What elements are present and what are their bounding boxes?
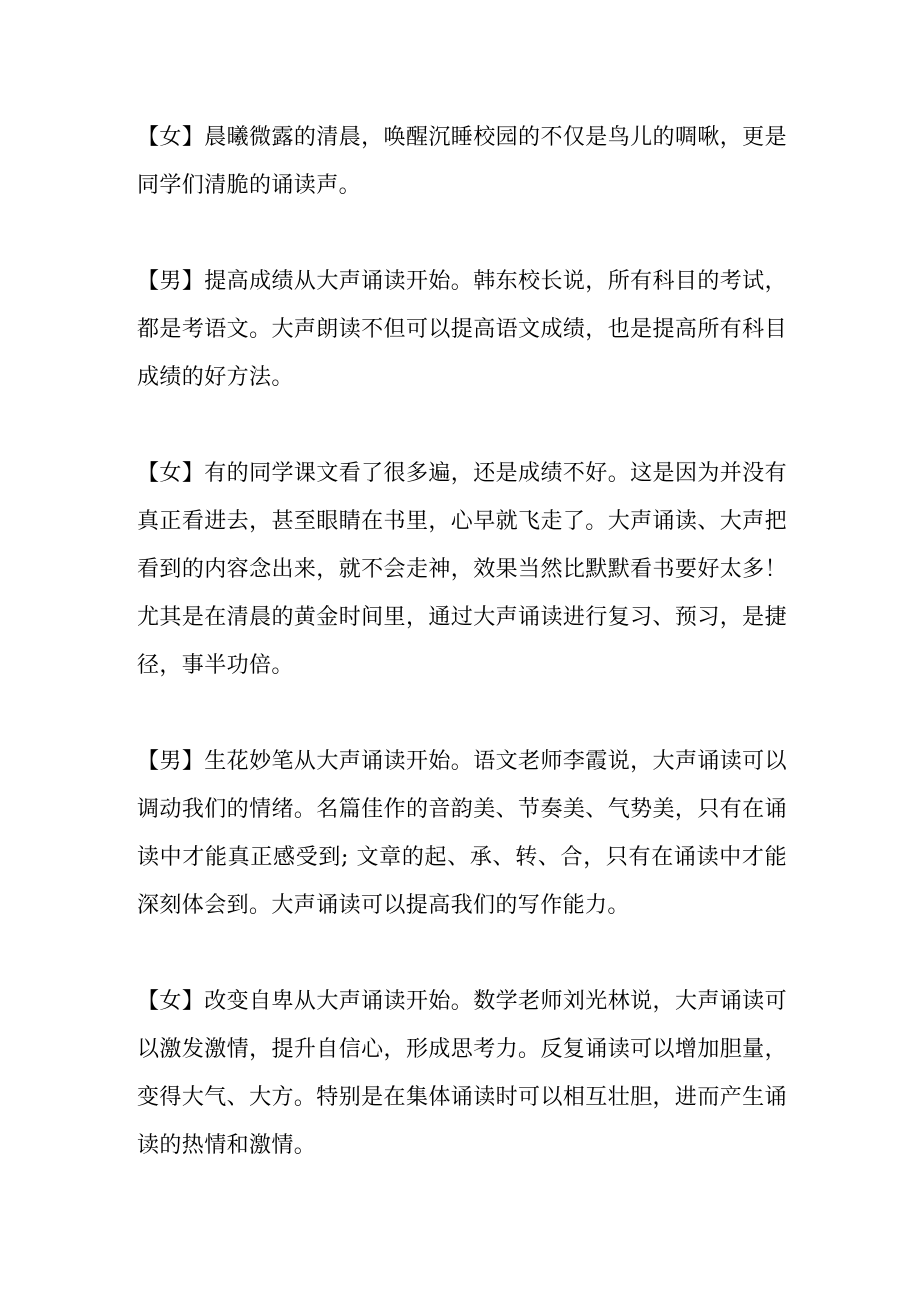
document-body (137, 114, 787, 1218)
paragraph-text: 改变自卑从大声诵读开始。数学老师刘光林说，大声诵读可以激发激情，提升自信心，形成思考力。反复诵读可以增加胆量，变得大气、大方。特别是在集体诵读时可以相互壮胆，进而产生诵读的热情和激情。 (137, 989, 788, 1158)
paragraph-text: 提高成绩从大声诵读开始。韩东校长说，所有科目的考试，都是考语文。大声朗读不但可以提高语文成绩，也是提高所有科目成绩的好方法。 (137, 269, 788, 390)
paragraph-4 (137, 738, 787, 930)
speaker-tag: 【男】 (137, 269, 205, 294)
speaker-tag: 【女】 (137, 989, 205, 1014)
paragraph-text: 有的同学课文看了很多遍，还是成绩不好。这是因为并没有真正看进去，甚至眼睛在书里，心早就飞走了。大声诵读、大声把看到的内容念出来，就不会走神，效果当然比默默看书要好太多！尤其是在清晨的黄金时间里，通过大声诵读进行复习、预习，是捷径，事半功倍。 (137, 461, 788, 678)
speaker-tag: 【女】 (137, 461, 205, 486)
paragraph-2 (137, 258, 787, 402)
paragraph-text: 晨曦微露的清晨，唤醒沉睡校园的不仅是鸟儿的啁啾，更是同学们清脆的诵读声。 (137, 125, 788, 198)
paragraph-text: 生花妙笔从大声诵读开始。语文老师李霞说，大声诵读可以调动我们的情绪。名篇佳作的音韵美、节奏美、气势美，只有在诵读中才能真正感受到; 文章的起、承、转、合，只有在诵读中才能深刻体会到。大声诵读可以提高我们的写作能力。 (137, 749, 788, 918)
speaker-tag: 【男】 (137, 749, 205, 774)
paragraph-5 (137, 978, 787, 1170)
paragraph-3 (137, 450, 787, 690)
paragraph-1 (137, 114, 787, 210)
speaker-tag: 【女】 (137, 125, 205, 150)
